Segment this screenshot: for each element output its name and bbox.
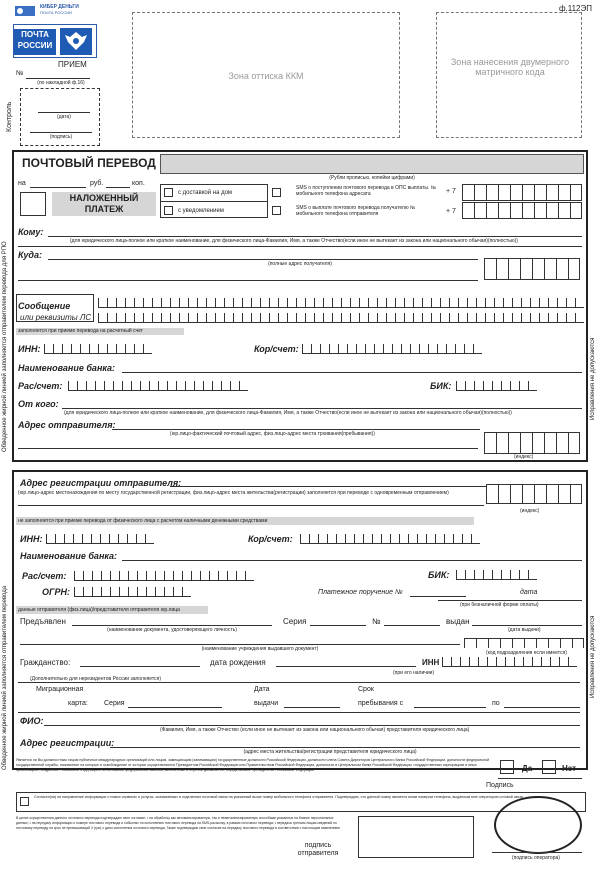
sms1-phone-cells[interactable] <box>462 184 582 201</box>
rep-note: данные отправителя (физ.лица)/представителя отправителя юр.лица <box>16 606 208 614</box>
section1-side-left: Обведенное жирной линией заполняется отправителем перевода для РПО <box>2 241 8 452</box>
sender-korschet-label: Кор/счет: <box>248 534 293 544</box>
no-label: Нет <box>562 764 577 773</box>
notify-checkbox[interactable] <box>164 206 173 215</box>
migr-date-label: Дата <box>254 686 270 693</box>
priem-label: ПРИЕМ <box>58 60 87 69</box>
pochta-logo <box>13 24 97 58</box>
kop-label: коп. <box>132 180 145 187</box>
korschet-label: Кор/счет: <box>254 344 299 354</box>
subdiv-code-cells[interactable] <box>464 638 584 648</box>
kuda-caption: (полные адрес получателя) <box>268 261 332 267</box>
bik-cells[interactable] <box>456 381 537 391</box>
rub-label: руб. <box>90 180 104 187</box>
section2-side-left: Обведенное жирной линией заполняется отправителем перевода <box>2 585 8 770</box>
sender-address-caption: (юр.лицо-фактический почтовый адрес, физ.лицо-адрес места трхивания(пребывания)) <box>170 431 375 437</box>
ot-kogo-caption: (для юридического лица-полное или краткое наименование, для физического лица-Фамилия, Имя, а также Отчество(если иное не вытекает из закона или национального обычая)(полностью)) <box>64 410 512 416</box>
message-label-2: или реквизиты ЛС <box>20 313 92 322</box>
consent-checkbox[interactable] <box>20 797 29 806</box>
reg-addr2-label: Адрес регистрации: <box>20 738 115 748</box>
series-label: Серия <box>283 617 307 626</box>
rasschet-label: Рас/счет: <box>18 381 63 391</box>
rasschet-cells[interactable] <box>68 381 248 391</box>
cod-checkbox[interactable] <box>20 192 46 216</box>
no-label: № <box>16 70 24 77</box>
issued-label: выдан <box>446 617 470 626</box>
stay-label: пребывания с <box>358 700 404 707</box>
sms1-plus7: + 7 <box>446 188 456 195</box>
eagle-emblem-icon <box>60 28 92 55</box>
migr-label-2: карта: <box>68 700 88 707</box>
sender-rasschet-cells[interactable] <box>74 571 254 581</box>
fio-label: ФИО: <box>20 716 44 726</box>
sender-sign-box[interactable] <box>358 816 474 858</box>
delivery-checkbox[interactable] <box>164 188 173 197</box>
note-natural: не заполняется при приеме перевода от физического лица с расчетом наличными денежными средствами <box>16 517 474 525</box>
reg-address-label: Адрес регистрации отправителя: <box>20 478 182 488</box>
kkm-zone <box>132 12 400 138</box>
sign-caption: (подпись) <box>49 134 73 140</box>
pdl-text: Является ли Вы должностным лицом публичных международных организаций или лицом, замещающим (занимающим) государственные должности Российской Федерации, должности члена Совета Директоров Центрального банка Российской Федерации, должности федеральной государственной службы, назначение на которые и освобождение от которых осуществляются Президентом Российской Федерации или Правительством Российской Федерации, должности в Центральном банке Российской Федерации, государственных корпорациях и иных организациях, созданных Российской Федерацией на основании федеральных законов, включенные в перечни должностей, определяемые Президентом Российской Федерации <box>16 758 490 772</box>
fine-print: В целях осуществления данного почтового перевода подтверждаю свое согласие: • на обработку как автоматизированную, так и неавтоматизированную способами указанных на бланке персональных данных; • на передачу информации о номере почтового перевода и событиях по исполнению почтового перевода на SMS-рассылку, в рамках почтового перевода; • передача третьим лицам сведений по почтовому переводу на срок не превышающий 3 (три) с даты исполнения почтового перевода; Также подтверждаю свое согласие на передачу почтового перевода в соответствии с настоящим заявлением <box>16 816 340 830</box>
sender-inn-label: ИНН: <box>20 534 43 544</box>
delivery-label: с доставкой на дом <box>178 190 233 196</box>
korschet-cells[interactable] <box>302 344 482 354</box>
citizenship-label: Гражданство: <box>20 658 71 667</box>
migr-label-1: Миграционная <box>36 686 84 693</box>
logo-text1: ПОЧТА <box>21 30 49 39</box>
sender-bik-cells[interactable] <box>456 570 537 580</box>
sms2-plus7: + 7 <box>446 208 456 215</box>
kkm-zone-label: Зона оттиска ККМ <box>228 71 304 81</box>
issue-date-caption: (дата выдачи) <box>508 627 541 633</box>
sms2-checkbox[interactable] <box>272 206 281 215</box>
form-code: ф.112ЭП <box>558 4 592 13</box>
brand-icon <box>14 4 36 18</box>
cod-label: НАЛОЖЕННЫЙ ПЛАТЕЖ <box>52 192 156 216</box>
sender-rasschet-label: Рас/счет: <box>22 571 67 581</box>
yes-checkbox[interactable] <box>500 760 514 774</box>
sms1-checkbox[interactable] <box>272 188 281 197</box>
logo-text2: РОССИИ <box>17 41 53 50</box>
migr-series-label: Серия <box>104 700 125 707</box>
num-label: № <box>372 617 381 626</box>
presented-label: Предъявлен <box>20 617 66 626</box>
term-label: Срок <box>358 686 374 693</box>
ogrn-label: ОГРН: <box>42 587 71 597</box>
reg-address-caption: (юр.лицо-адрес местонахождения по месту государственной регистрации, физ.лицо-адрес места жительства(регистрации) заполняется при переводе с одновременным отправлением) <box>18 490 449 496</box>
ot-kogo-label: От кого: <box>18 399 59 409</box>
kuda-label: Куда: <box>18 250 42 260</box>
yes-label: Да <box>522 764 533 773</box>
reg-addr2-caption: (адрес места жительства/регистрации представителя юридического лица) <box>243 749 417 755</box>
bank-name-label: Наименование банка: <box>18 363 116 373</box>
message-cells-2[interactable] <box>98 313 584 323</box>
sender-address-label: Адрес отправителя: <box>18 420 116 430</box>
inn-cells[interactable] <box>44 344 152 354</box>
matrix-zone <box>436 12 582 138</box>
na-label: на <box>18 180 26 187</box>
date-caption: (дата) <box>57 114 71 120</box>
migr-issue-label: выдачи <box>254 700 279 707</box>
sender-index-cells[interactable] <box>484 432 580 454</box>
matrix-zone-label: Зона нанесения двумерного матричного кода <box>450 57 570 77</box>
reg-index-caption: (индекс) <box>520 508 540 514</box>
to-label: по <box>492 700 500 707</box>
subdiv-caption: (код подразделения если имеется) <box>486 650 567 656</box>
sender-bank-label: Наименование банка: <box>20 551 118 561</box>
operator-stamp-circle <box>494 796 582 854</box>
brand-line2: ПОЧТА РОССИИ <box>40 10 72 15</box>
no-caption: (по накладной ф.16) <box>37 80 85 86</box>
sms2-phone-cells[interactable] <box>462 202 582 219</box>
reg-index-cells[interactable] <box>486 484 582 504</box>
birth-date-label: дата рождения <box>210 658 266 667</box>
inn-label: ИНН: <box>18 344 41 354</box>
issuer-caption: (наименование учреждения выдавшего документ) <box>201 646 319 652</box>
komu-label: Кому: <box>18 227 44 237</box>
signature-label: Подпись <box>486 782 514 789</box>
no-checkbox[interactable] <box>542 760 556 774</box>
sms2-label: SMS о выплате почтового перевода получателю № мобильного телефона отправителя <box>296 205 416 217</box>
bank-note: заполняется при приеме перевода на расчетный счет <box>16 328 184 335</box>
fio-caption: (Фамилия, Имя, а также Отчество (если иное не вытекает из закона или национального обычая) представителя юридического лица) <box>160 727 470 733</box>
consent-text: Согласен(на) на направление информации о новых сервисах и услугах, оказываемых в отделениях почтовой связи на указанный выше номер мобильного телефона отправителя. Подтверждаю, что данный номер является моим номером телефона, выданным мне оператором сотовой связи <box>34 795 524 799</box>
komu-caption: (для юридического лица-полное или краткое наименование, для физического лица-Фамилия, Имя, а также Отчество(если иное не вытекает из закона или национального обычая)(полностью)) <box>70 238 518 244</box>
noncash-caption: (при безналичной форме оплаты) <box>460 602 539 608</box>
bik-label: БИК: <box>430 381 452 391</box>
sender-index-caption: (индекс) <box>514 454 534 460</box>
foreign-note: (Дополнительно для нерезидентов России заполняется) <box>30 676 162 682</box>
sms1-label: SMS о поступлении почтового перевода в ОПС выплаты. № мобильного телефона адресата <box>296 185 437 197</box>
sender-sign-label: подпись отправителя <box>297 842 339 857</box>
notify-label: с уведомлением <box>178 208 224 214</box>
brand-line1: КИБЕР ДЕНЬГИ <box>40 4 79 10</box>
payment-order-label: Платежное поручение № <box>318 589 403 596</box>
sender-korschet-cells[interactable] <box>300 534 480 544</box>
section1-side-right: Исправления не допускаются <box>590 337 596 420</box>
sender-bik-label: БИК: <box>428 570 450 580</box>
payment-date-label: дата <box>520 589 538 596</box>
transfer-title: ПОЧТОВЫЙ ПЕРЕВОД <box>22 156 156 170</box>
inn2-caption: (при его наличии) <box>393 670 435 676</box>
kuda-index-cells[interactable] <box>484 258 580 280</box>
operator-sign-label: (подпись оператора) <box>512 855 560 861</box>
inn2-cells[interactable] <box>442 657 577 667</box>
amount-words-field[interactable] <box>160 154 584 174</box>
inn2-label: ИНН <box>422 658 440 667</box>
section2-side-right: Исправления не допускаются <box>590 615 596 698</box>
message-cells-1[interactable] <box>98 298 584 308</box>
doc-caption: (наименование документа, удостоверяющего личность) <box>107 627 237 633</box>
ogrn-cells[interactable] <box>74 587 191 597</box>
message-label: Сообщение <box>18 301 71 311</box>
sender-inn-cells[interactable] <box>46 534 154 544</box>
amount-caption: (Рубли прописью, копейки цифрами) <box>329 175 415 181</box>
control-label: Контроль <box>6 101 13 132</box>
